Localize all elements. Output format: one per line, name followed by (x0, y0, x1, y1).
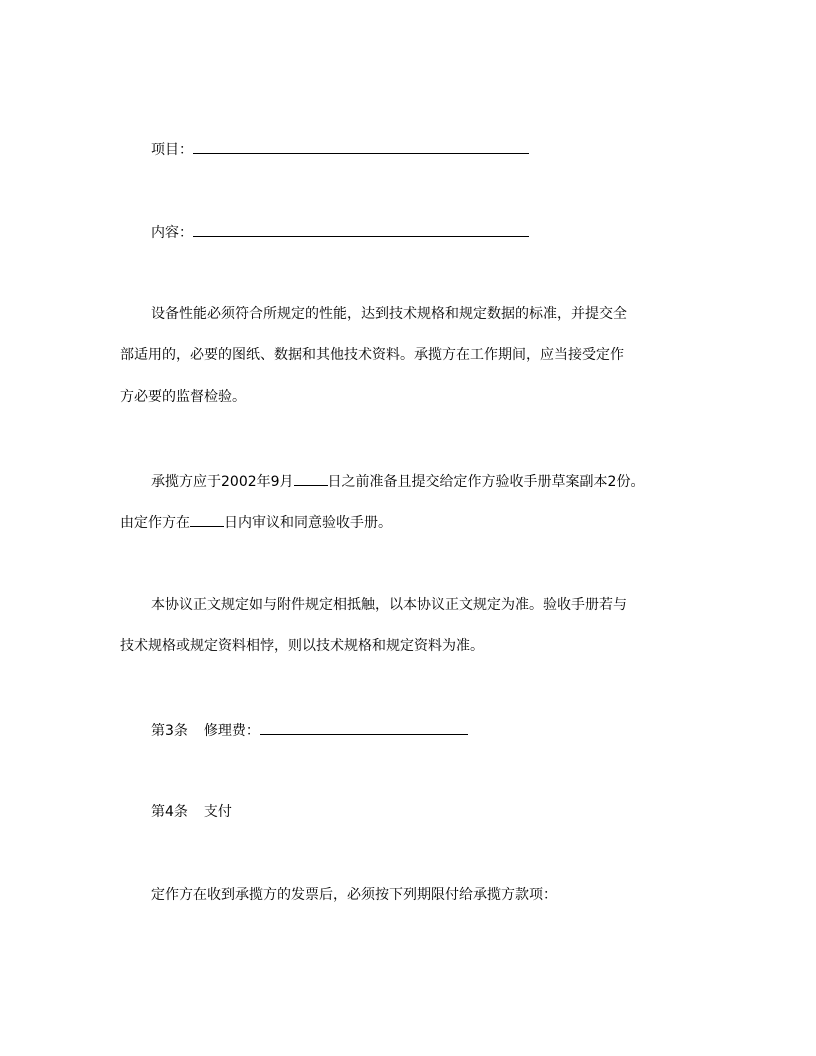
days-blank[interactable] (190, 512, 224, 527)
article3-heading (151, 720, 468, 740)
para2-line1 (151, 471, 644, 491)
payment-intro: 定作方在收到承揽方的发票后，必须按下列期限付给承揽方款项： (151, 887, 557, 903)
para1-line2: 部适用的，必要的图纸、数据和其他技术资料。承揽方在工作期间，应当接受定作 (120, 347, 624, 363)
para3-line2: 技术规格或规定资料相悖，则以技术规格和规定资料为准。 (120, 638, 484, 654)
article3-number: 第3条 (151, 723, 188, 739)
para1-line3: 方必要的监督检验。 (120, 389, 246, 405)
content-blank[interactable] (193, 222, 529, 237)
day-blank[interactable] (294, 471, 328, 486)
para3-line1: 本协议正文规定如与附件规定相抵触，以本协议正文规定为准。验收手册若与 (151, 597, 627, 613)
article4-heading (151, 803, 232, 821)
para1-line1: 设备性能必须符合所规定的性能，达到技术规格和规定数据的标准，并提交全 (151, 306, 627, 322)
para2-line1-after: 日之前准备且提交给定作方验收手册草案副本2份。 (327, 474, 645, 490)
para2-line1-before: 承揽方应于2002年9月 (151, 474, 294, 490)
article3-title: 修理费： (203, 723, 260, 739)
project-label: 项目： (151, 142, 193, 158)
para2-line2 (120, 512, 392, 532)
para2-line2-before: 由定作方在 (120, 515, 190, 531)
repair-fee-blank[interactable] (260, 720, 468, 735)
article4-title: 支付 (203, 804, 232, 820)
article4-number: 第4条 (151, 804, 188, 820)
content-row (151, 222, 529, 242)
para2-line2-after: 日内审议和同意验收手册。 (224, 515, 392, 531)
content-label: 内容： (151, 225, 193, 241)
project-blank[interactable] (193, 139, 529, 154)
project-row (151, 139, 529, 159)
